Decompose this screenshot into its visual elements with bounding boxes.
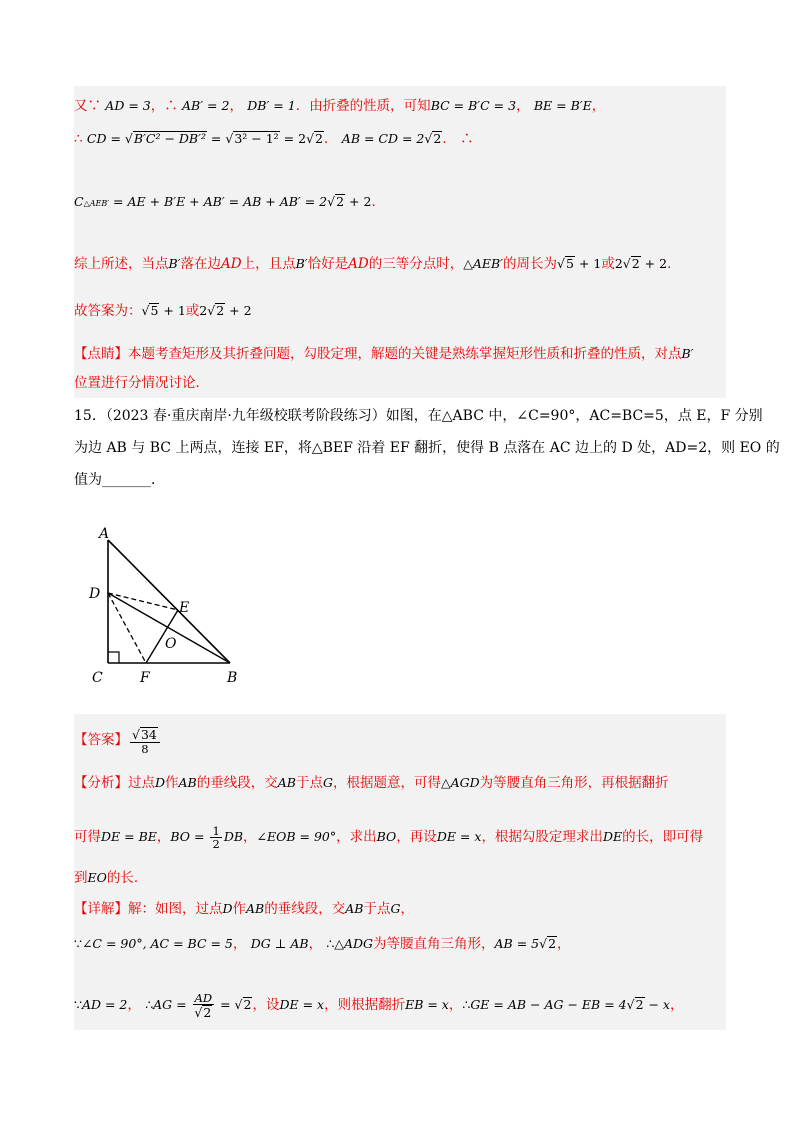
label-F: F bbox=[140, 670, 150, 686]
comment-line-2: 位置进行分情况讨论． bbox=[74, 375, 209, 391]
analysis-line-2: 可得DE = BE，BO = $\frac{1}{2}$ DB，∠EOB = 90°，求出BO，再设DE = x，根据勾股定理求出DE的长，即可得 bbox=[74, 824, 704, 851]
question-line-2: 为边 AB 与 BC 上两点，连接 EF，将△BEF 沿着 EF 翻折，使得 B 点落在 AC 边上的 D 处，AD=2，则 EO 的 bbox=[74, 440, 780, 456]
label-A: A bbox=[99, 526, 110, 542]
analysis-line-1: 【分析】过点D作AB的垂线段，交AB于点G，根据题意，可得△AGD为等腰直角三角形，再根据翻折 bbox=[74, 775, 669, 791]
solution-line-4: 综上所述，当点B′落在边AD上，且点B′恰好是AD的三等分点时，△AEB′的周长为√5 + 1或2√2 + 2． bbox=[74, 256, 681, 272]
label-D: D bbox=[89, 586, 101, 602]
analysis-line-3: 到EO的长． bbox=[74, 870, 148, 886]
answer-block bbox=[74, 714, 726, 1030]
question-line-1: 15．（2023 春·重庆南岸·九年级校联考阶段练习）如图，在△ABC 中，∠C=90°，AC=BC=5，点 E，F 分别 bbox=[74, 408, 763, 424]
question-line-3: 值为_______． bbox=[74, 472, 165, 488]
solution-line-2: ∴ CD = √B′C² − DB′² = √3² − 1² = 2√2． AB = CD = 2√2． ∴ bbox=[74, 131, 474, 147]
solution-line-1: 又∵ AD = 3，∴ AB′ = 2， DB′ = 1．由折叠的性质，可知BC = B′C = 3， BE = B′E， bbox=[74, 98, 606, 114]
solution-line-5: 故答案为：√5 + 1或2√2 + 2 bbox=[74, 303, 252, 319]
label-O: O bbox=[165, 636, 177, 652]
triangle-figure bbox=[88, 522, 268, 692]
segment-DE-dashed bbox=[108, 593, 178, 610]
label-C: C bbox=[92, 670, 103, 686]
solution-line-3: C△AEB′ = AE + B′E + AB′ = AB + AB′ = 2√2 + 2． bbox=[74, 194, 385, 210]
segment-DB bbox=[108, 593, 230, 663]
label-B: B bbox=[227, 670, 238, 686]
detail-line-1: 【详解】解：如图，过点D作AB的垂线段，交AB于点G， bbox=[74, 901, 414, 917]
label-E: E bbox=[179, 600, 190, 616]
detail-line-3: ∵AD = 2， ∴AG = $\frac{AD}{√2}$ = √2，设DE = x，则根据翻折EB = x，∴GE = AB − AG − EB = 4√2 − x， bbox=[74, 990, 684, 1020]
right-angle-mark bbox=[108, 652, 119, 663]
comment-line-1: 【点睛】本题考查矩形及其折叠问题，勾股定理，解题的关键是熟练掌握矩形性质和折叠的性质，对点B′ bbox=[74, 346, 694, 362]
answer-line: 【答案】 $\frac{√34}{8}$ bbox=[74, 725, 162, 755]
detail-line-2: ∵∠C = 90°, AC = BC = 5， DG ⊥ AB， ∴△ADG为等腰直角三角形，AB = 5√2， bbox=[74, 936, 571, 952]
